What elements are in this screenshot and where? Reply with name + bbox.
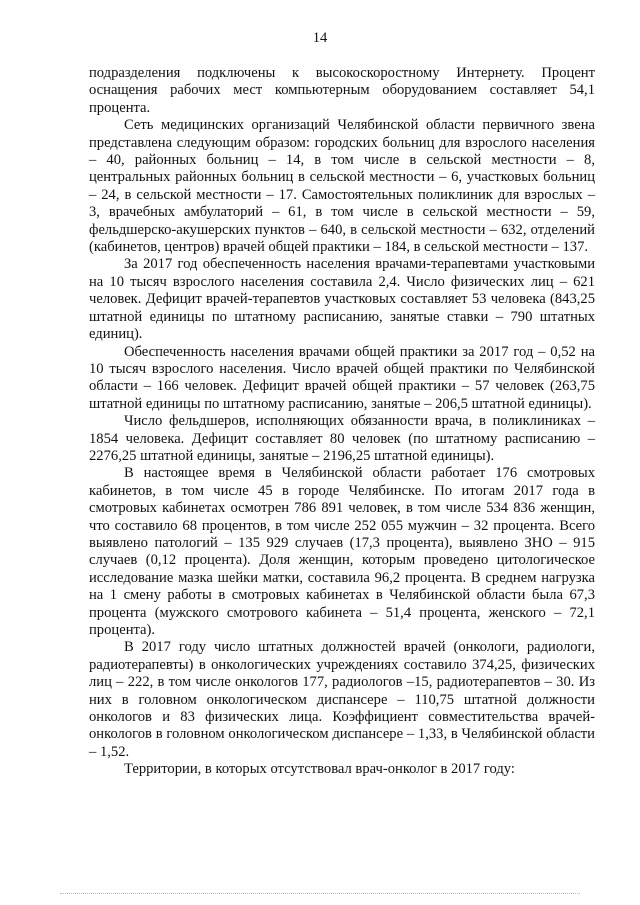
paragraph-internet-equipment: подразделения подключены к высокоскоростному Интернету. Процент оснащения рабочих мест компьютерным оборудованием составляет 54,1 процента. [89,65,595,116]
paragraph-territories-heading: Территории, в которых отсутствовал врач-онколог в 2017 году: [124,761,515,778]
paragraph-general-practice: Обеспеченность населения врачами общей практики за 2017 год – 0,52 на 10 тысяч взрослого населения. Число врачей общей практики по Челябинской области – 166 человек. Дефицит врачей общей практики – 57 человек (263,75 штатной единицы по штатному расписанию, занятые – 206,5 штатной единицы). [89,343,595,412]
paragraph-examination-rooms: В настоящее время в Челябинской области работает 176 смотровых кабинетов, в том числе 45 в городе Челябинске. По итогам 2017 года в смотровых кабинетах осмотрен 786 891 человек, в том числе 534 836 женщин, что составило 68 процентов, в том числе 252 055 мужчин – 32 процента. Всего выявлено патологий – 135 929 случаев (17,3 процента), выявлено ЗНО – 915 случаев (0,12 процента). Доля женщин, которым проведено цитологическое исследование мазка шейки матки, составила 96,2 процента. В среднем нагрузка на 1 смену работы в смотровых кабинетах в Челябинской области была 67,3 процента (мужского смотрового кабинета – 51,4 процента, женского – 72,1 процента). [89,465,595,638]
page-number: 14 [312,30,328,46]
paragraph-oncology-staff: В 2017 году число штатных должностей врачей (онкологи, радиологи, радиотерапевты) в онкологических учреждениях составило 374,25, физических лиц – 222, в том числе онкологов 177, радиологов –15, радиотерапевтов – 30. Из них в головном онкологическом диспансере – 110,75 штатной должности онкологов и 83 физических лица. Коэффициент совместительства врачей-онкологов в головном онкологическом диспансере – 1,33, в Челябинской области – 1,52. [89,639,595,760]
paragraph-therapists: За 2017 год обеспеченность населения врачами-терапевтами участковыми на 10 тысяч взрослого населения составила 2,4. Число физических лиц – 621 человек. Дефицит врачей-терапевтов участковых составляет 53 человека (843,25 штатной единицы по штатному расписанию, занятые ставки – 790 штатных единиц). [89,256,595,343]
page-bottom-edge [60,893,580,894]
document-body [89,65,595,779]
paragraph-medical-network: Сеть медицинских организаций Челябинской области первичного звена представлена следующим образом: городских больниц для взрослого населения – 40, районных больниц – 14, в том числе в сельской местности – 8, центральных районных больниц в сельской местности – 6, участковых больниц – 24, в сельской местности – 17. Самостоятельных поликлиник для взрослых – 3, врачебных амбулаторий – 61, в том числе в сельской местности – 59, фельдшерско-акушерских пунктов – 640, в сельской местности – 632, отделений (кабинетов, центров) врачей общей практики – 184, в сельской местности – 137. [89,117,595,256]
paragraph-paramedics: Число фельдшеров, исполняющих обязанности врача, в поликлиниках – 1854 человека. Дефицит составляет 80 человек (по штатному расписанию – 2276,25 штатной единицы, занятые – 2196,25 штатной единицы). [89,413,595,464]
